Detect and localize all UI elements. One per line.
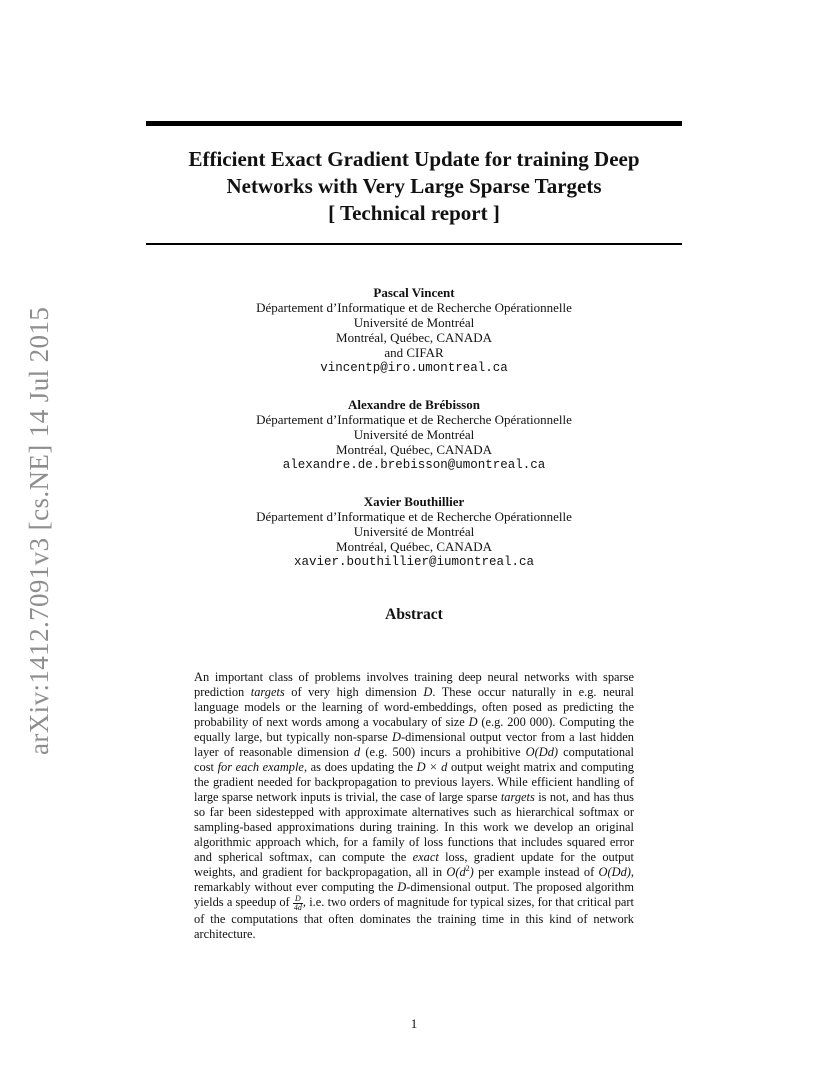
abstract-text: , remarkably without ever computing the bbox=[194, 865, 635, 894]
author-department: Département d’Informatique et de Recherche Opérationnelle bbox=[256, 509, 572, 524]
abstract-text: An important class of problems involves training deep neural networks with sparse prediction bbox=[194, 670, 634, 699]
author-name: Pascal Vincent bbox=[373, 285, 455, 300]
abstract-math: D × d bbox=[416, 760, 448, 774]
abstract-math: D bbox=[423, 685, 433, 699]
author-university: Université de Montréal bbox=[353, 524, 475, 539]
author-location: Montréal, Québec, CANADA bbox=[336, 442, 492, 457]
abstract-text: -dimensional output vector from a last hidden layer of reasonable dimension bbox=[194, 730, 635, 759]
abstract-text: of very high dimension bbox=[284, 685, 424, 699]
author-block bbox=[146, 285, 682, 376]
title-line-3: [ Technical report ] bbox=[328, 201, 500, 225]
fraction-denominator: 4d bbox=[293, 903, 302, 912]
abstract-text: computational cost bbox=[194, 745, 635, 774]
author-block bbox=[146, 397, 682, 473]
author-block bbox=[146, 494, 682, 570]
top-rule bbox=[146, 121, 682, 126]
abstract-math: D bbox=[392, 730, 401, 744]
abstract-math: ) bbox=[469, 865, 474, 879]
author-university: Université de Montréal bbox=[353, 315, 475, 330]
abstract-emphasis: for each example bbox=[217, 760, 304, 774]
author-department: Département d’Informatique et de Recherche Opérationnelle bbox=[256, 300, 572, 315]
author-affiliation-extra: and CIFAR bbox=[384, 345, 444, 360]
author-email[interactable]: alexandre.de.brebisson@umontreal.ca bbox=[282, 458, 546, 472]
abstract-text: (e.g. 500) incurs a prohibitive bbox=[360, 745, 526, 759]
author-department: Département d’Informatique et de Recherche Opérationnelle bbox=[256, 412, 572, 427]
abstract-text: (e.g. 200 000). Computing the equally large, but typically non-sparse bbox=[194, 715, 634, 744]
title-line-2: Networks with Very Large Sparse Targets bbox=[226, 174, 602, 198]
abstract-text: loss, gradient update for the output weights, and gradient for backpropagation, all in bbox=[194, 850, 635, 879]
arxiv-identifier: arXiv:1412.7091v3 [cs.NE] 14 Jul 2015 bbox=[24, 306, 54, 755]
abstract-heading: Abstract bbox=[385, 606, 443, 623]
paper-title bbox=[146, 146, 682, 227]
abstract-math-superscript: 2 bbox=[465, 863, 470, 873]
abstract-text: , i.e. two orders of magnitude for typical sizes, for that critical part of the computations that often dominates the training time in this kind of network architecture. bbox=[194, 895, 634, 941]
author-location: Montréal, Québec, CANADA bbox=[336, 330, 492, 345]
abstract-emphasis: exact bbox=[412, 850, 439, 864]
page-number: 1 bbox=[410, 1016, 418, 1031]
abstract-text: . These occur naturally in e.g. neural language models or the learning of word-embeddings, often posed as predicting the probability of next words among a vocabulary of size bbox=[194, 685, 634, 729]
author-email[interactable]: xavier.bouthillier@iumontreal.ca bbox=[293, 555, 535, 569]
author-university: Université de Montréal bbox=[353, 427, 475, 442]
abstract-math: d bbox=[354, 745, 361, 759]
abstract-text: is not, and has thus so far been sidestepped with approximate alternatives such as hierarchical softmax or sampling-based approximations during training. In this work we develop an original algorithmic approach which, for a family of loss functions that includes squared error and spherical softmax, can compute the bbox=[194, 790, 634, 864]
author-location: Montréal, Québec, CANADA bbox=[336, 539, 492, 554]
abstract-text: output weight matrix and computing the gradient needed for backpropagation to previous layers. While efficient handling of large sparse network inputs is trivial, the case of large sparse bbox=[194, 760, 635, 804]
author-name: Xavier Bouthillier bbox=[363, 494, 465, 509]
author-email[interactable]: vincentp@iro.umontreal.ca bbox=[320, 361, 508, 375]
abstract-math: O(Dd) bbox=[525, 745, 559, 759]
abstract-math: O(d bbox=[446, 865, 466, 879]
abstract-text: per example instead of bbox=[473, 865, 599, 879]
fraction-numerator: D bbox=[293, 895, 303, 904]
title-line-1: Efficient Exact Gradient Update for training Deep bbox=[188, 147, 640, 171]
title-bottom-rule bbox=[146, 243, 682, 245]
abstract-emphasis: targets bbox=[500, 790, 535, 804]
author-name: Alexandre de Brébisson bbox=[348, 397, 480, 412]
abstract-fraction bbox=[293, 895, 303, 912]
abstract-math: D bbox=[468, 715, 478, 729]
abstract-text: , as does updating the bbox=[303, 760, 417, 774]
abstract-math: D bbox=[397, 880, 407, 894]
abstract-math: O(Dd) bbox=[598, 865, 631, 879]
abstract-emphasis: targets bbox=[250, 685, 285, 699]
abstract-text: -dimensional output. The proposed algorithm yields a speedup of bbox=[194, 880, 634, 909]
abstract-body bbox=[194, 670, 634, 942]
